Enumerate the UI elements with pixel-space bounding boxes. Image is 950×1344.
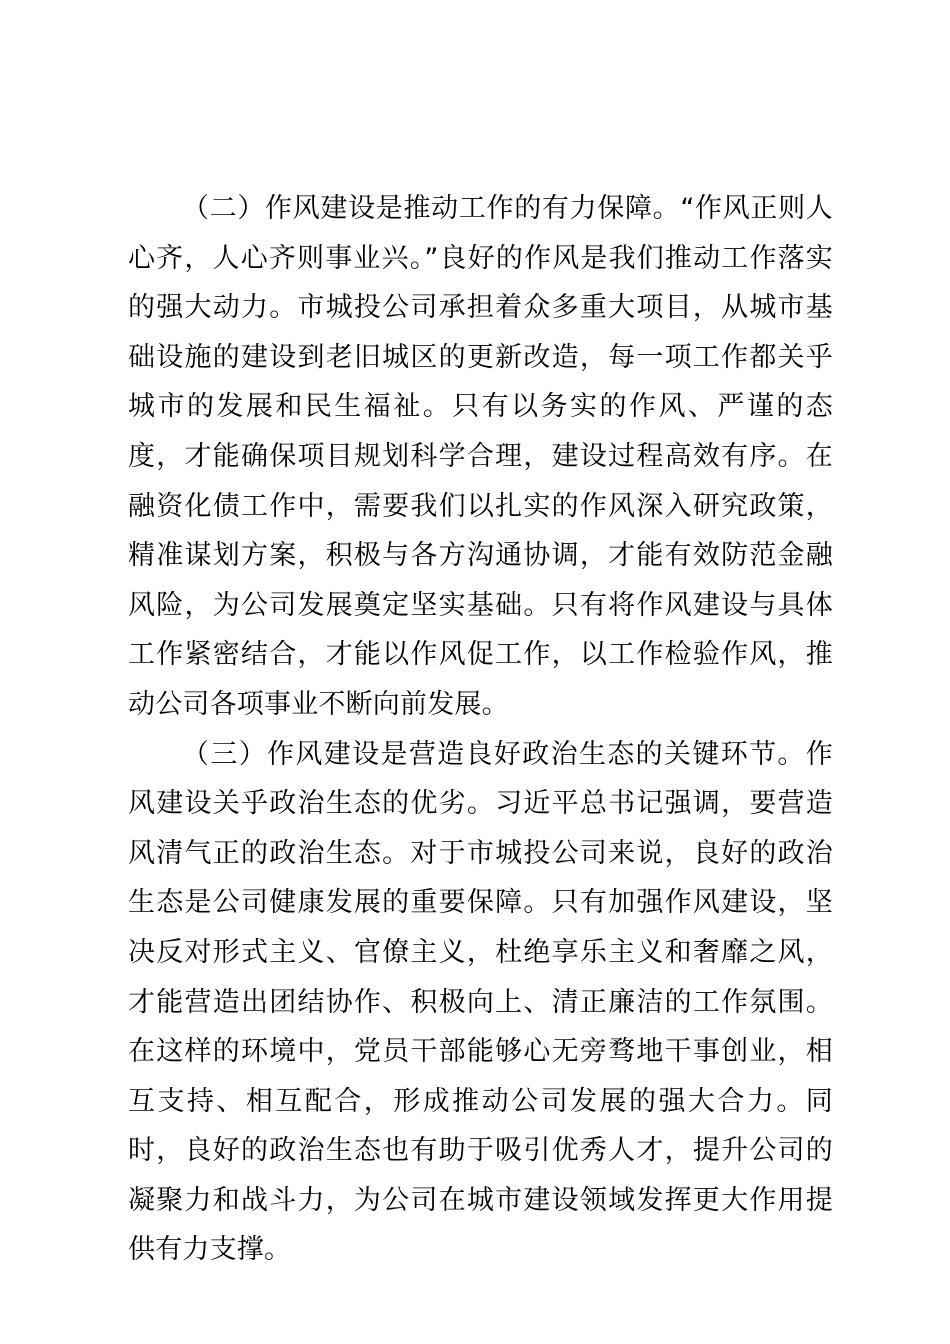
paragraph-work-style-guarantee: （二）作风建设是推动工作的有力保障。“作风正则人心齐，人心齐则事业兴。”良好的作风是我们推动工作落实的强大动力。市城投公司承担着众多重大项目，从城市基础设施的建设到老旧城区的更新改造，每一项工作都关乎城市的发展和民生福祉。只有以务实的作风、严谨的态度，才能确保项目规划科学合理，建设过程高效有序。在融资化债工作中，需要我们以扎实的作风深入研究政策，精准谋划方案，积极与各方沟通协调，才能有效防范金融风险，为公司发展奠定坚实基础。只有将作风建设与具体工作紧密结合，才能以作风促工作，以工作检验作风，推动公司各项事业不断向前发展。 (128, 193, 833, 720)
document-body (128, 184, 833, 1275)
paragraph-political-ecology: （三）作风建设是营造良好政治生态的关键环节。作风建设关乎政治生态的优劣。习近平总书记强调，要营造风清气正的政治生态。对于市城投公司来说，良好的政治生态是公司健康发展的重要保障。只有加强作风建设，坚决反对形式主义、官僚主义，杜绝享乐主义和奢靡之风，才能营造出团结协作、积极向上、清正廉洁的工作氛围。在这样的环境中，党员干部能够心无旁骛地干事创业，相互支持、相互配合，形成推动公司发展的强大合力。同时，良好的政治生态也有助于吸引优秀人才，提升公司的凝聚力和战斗力，为公司在城市建设领域发挥更大作用提供有力支撑。 (128, 738, 833, 1266)
